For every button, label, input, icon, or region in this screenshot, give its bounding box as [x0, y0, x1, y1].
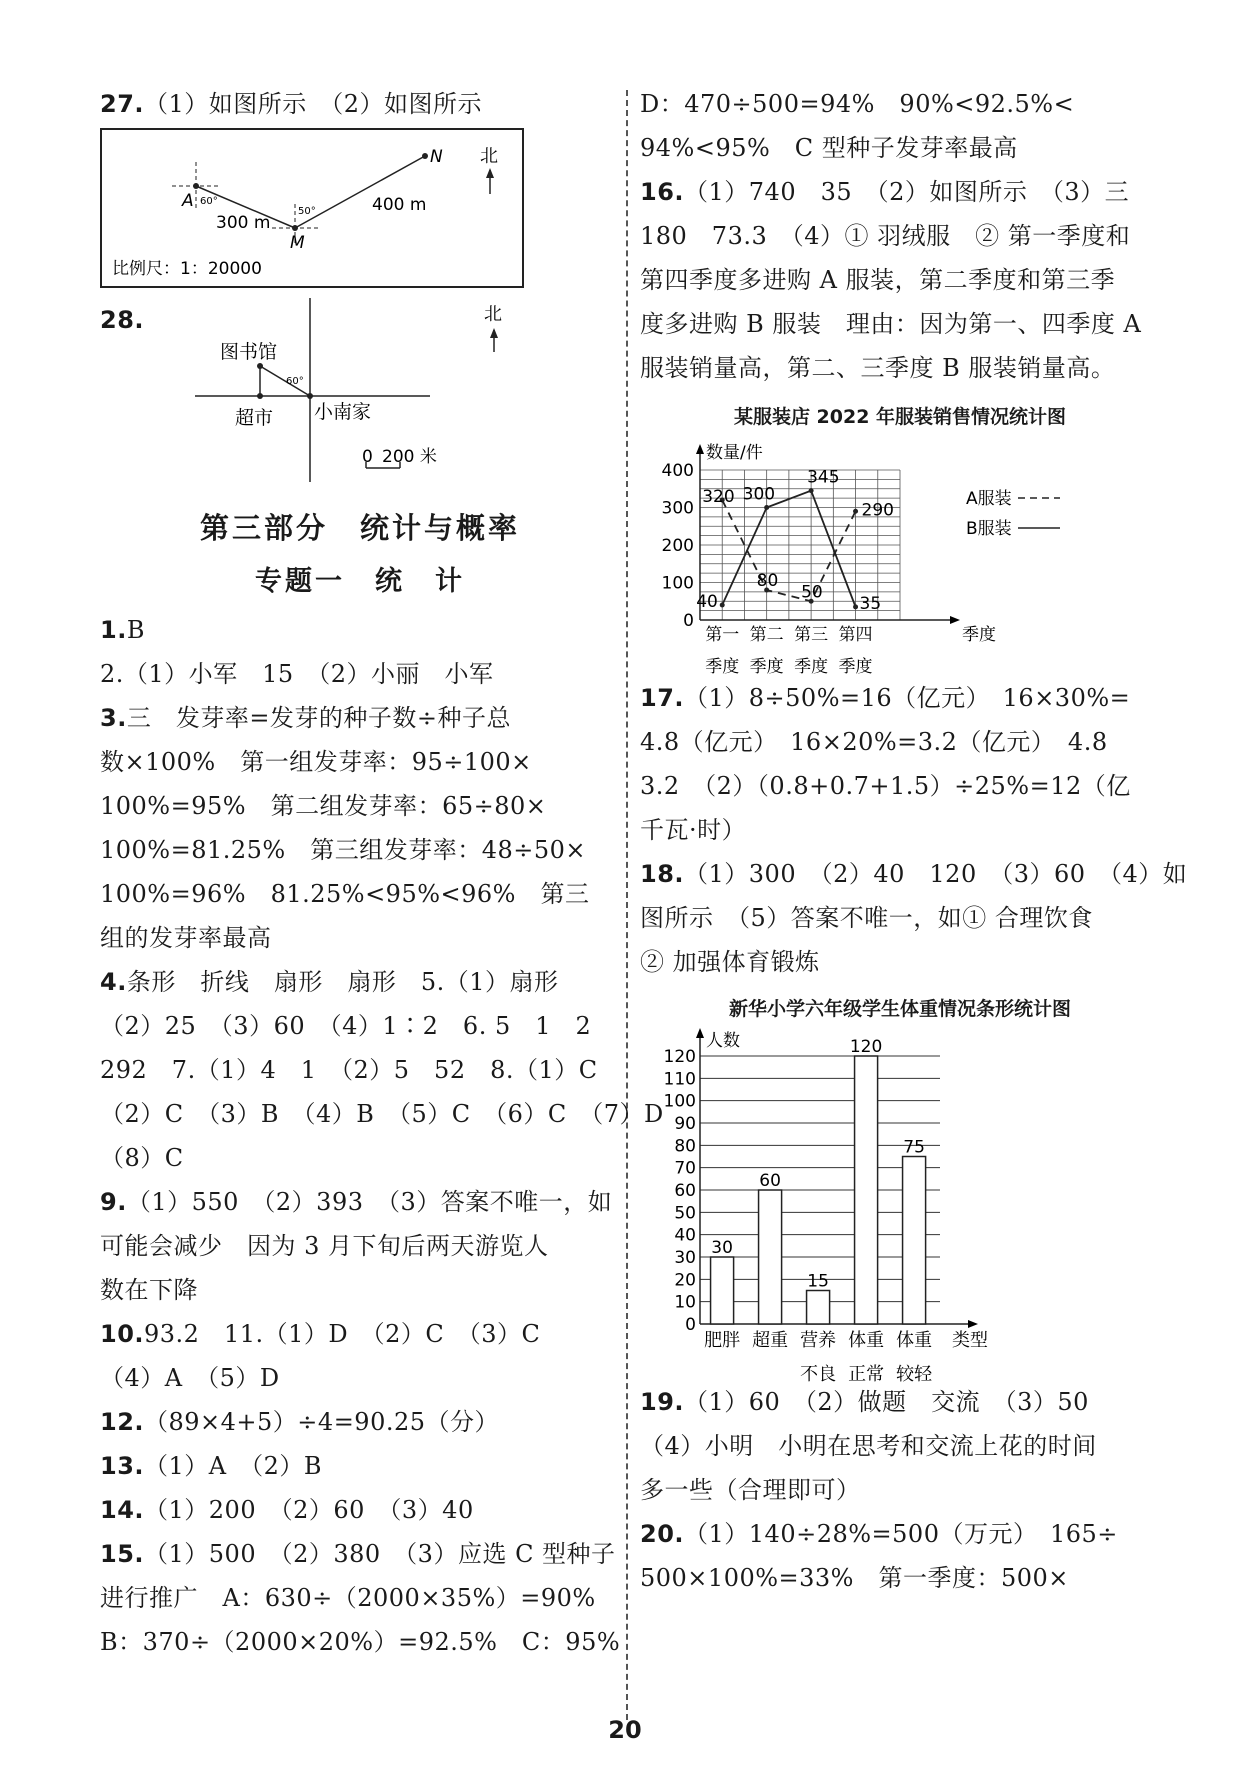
answer-line [100, 1356, 620, 1400]
answer-line [100, 1180, 620, 1224]
y-tick-label: 110 [663, 1069, 696, 1090]
answer-text: 千瓦·时） [640, 816, 747, 844]
map28-scale-text: 200 米 [382, 447, 437, 467]
question-number: 17. [640, 684, 685, 712]
y-tick-label: 100 [661, 573, 694, 594]
map28-scale-zero: 0 [362, 447, 373, 467]
answer-text: （4）小明 小明在思考和交流上花的时间 [640, 1432, 1097, 1460]
map27-north: 北 [480, 146, 498, 167]
map28-angle: 60° [286, 376, 304, 387]
answer-text: （1）8÷50%=16（亿元） 16×30%= [684, 684, 1131, 712]
answer-text: 数×100% 第一组发芽率：95÷100× [100, 748, 532, 776]
data-label: 345 [807, 467, 840, 488]
y-tick-label: 300 [661, 498, 694, 519]
data-point [809, 488, 814, 493]
answer-line [100, 1576, 620, 1620]
x-tick-label: 超重 [752, 1330, 789, 1351]
bar [807, 1291, 830, 1325]
x-tick-label: 季度 [705, 657, 740, 677]
y-tick-label: 10 [674, 1292, 696, 1313]
x-tick-group [839, 625, 873, 677]
answer-text: 条形 折线 扇形 扇形 5.（1）扇形 [126, 968, 559, 996]
answer-text: （1）200 （2）60 （3）40 [144, 1496, 474, 1524]
data-label: 75 [903, 1137, 925, 1158]
bar [759, 1190, 782, 1324]
answer-line [640, 676, 1160, 720]
data-label: 120 [849, 1037, 883, 1057]
part-title: 第三部分 统计与概率 [199, 511, 520, 545]
data-label: 290 [861, 500, 895, 521]
answer-text: （1）A （2）B [144, 1452, 323, 1480]
answer-text: （1）140÷28%=500（万元） 165÷ [684, 1520, 1118, 1548]
q28-number: 28. [100, 306, 145, 334]
answer-text: 进行推广 A：630÷（2000×35%）=90% [100, 1584, 596, 1612]
question-number: 9. [100, 1188, 127, 1216]
answer-text: （2）C （3）B （4）B （5）C （6）C （7）D [100, 1100, 664, 1128]
answer-line [640, 170, 1160, 214]
data-point [720, 603, 725, 608]
question-number: 15. [100, 1540, 145, 1568]
answer-text: （1）60 （2）做题 交流 （3）50 [684, 1388, 1089, 1416]
answers-15-16 [640, 82, 1160, 390]
answer-line [100, 1444, 620, 1488]
answer-line [100, 740, 620, 784]
answer-text: 度多进购 B 服装 理由：因为第一、四季度 A [640, 310, 1142, 338]
y-tick-label: 400 [661, 461, 694, 481]
x-tick-label: 体重 [896, 1330, 933, 1351]
data-point [853, 604, 858, 609]
data-label: 60 [759, 1171, 781, 1191]
x-tick-label: 正常 [848, 1364, 885, 1385]
map-28-diagram [100, 298, 600, 488]
answer-text: 100%=95% 第二组发芽率：65÷80× [100, 792, 547, 820]
x-tick-group [705, 625, 739, 677]
bar-chart [640, 1026, 1060, 1385]
question-number: 14. [100, 1496, 145, 1524]
map27-label-n: N [430, 147, 443, 167]
column-divider [626, 90, 628, 1720]
answer-line [100, 696, 620, 740]
map28-home: 小南家 [314, 401, 372, 423]
x-tick-label: 体重 [848, 1330, 885, 1351]
legend-label: B服装 [966, 519, 1012, 539]
x-tick-label: 较轻 [896, 1364, 933, 1385]
answer-text: 100%=96% 81.25%<95%<96% 第三 [100, 880, 590, 908]
answer-line [100, 784, 620, 828]
answer-line [100, 1092, 664, 1136]
answer-line [100, 608, 620, 652]
answer-text: （1）550 （2）393 （3）答案不唯一，如 [126, 1188, 613, 1216]
x-tick-label: 季度 [838, 657, 873, 677]
question-number: 12. [100, 1408, 145, 1436]
x-tick-label: 季度 [794, 657, 829, 677]
data-label: 30 [711, 1238, 733, 1258]
x-tick-group [794, 625, 828, 677]
y-axis-label: 数量/件 [706, 443, 763, 463]
answer-text: 组的发芽率最高 [100, 924, 272, 952]
x-tick-label: 第三 [794, 625, 829, 645]
question-number: 18. [640, 860, 685, 888]
answer-line [640, 1556, 1160, 1600]
x-tick-label: 第一 [705, 625, 740, 645]
map27-dist-mn: 400 m [372, 195, 427, 215]
y-tick-label: 0 [683, 611, 694, 631]
answer-text: 93.2 11.（1）D （2）C （3）C [144, 1320, 541, 1348]
answer-text: （89×4+5）÷4=90.25（分） [144, 1408, 500, 1436]
bar-chart-title: 新华小学六年级学生体重情况条形统计图 [728, 998, 1071, 1020]
question-number: 4. [100, 968, 127, 996]
question-number: 13. [100, 1452, 145, 1480]
data-label: 35 [859, 593, 882, 614]
answer-text: 可能会减少 因为 3 月下旬后两天游览人 [100, 1232, 549, 1260]
answer-text: 三 发芽率=发芽的种子数÷种子总 [126, 704, 512, 732]
answer-line [640, 126, 1160, 170]
answer-line [100, 1400, 620, 1444]
answer-line [100, 916, 620, 960]
map-27-figure [100, 128, 524, 288]
answer-line [100, 1004, 620, 1048]
answer-text: ② 加强体育锻炼 [640, 948, 820, 976]
map28-library: 图书馆 [220, 341, 278, 363]
bar [855, 1056, 878, 1324]
answer-line [100, 960, 620, 1004]
map27-dist-am: 300 m [216, 213, 271, 233]
data-label: 15 [807, 1271, 829, 1292]
answer-text: B：370÷（2000×20%）=92.5% C：95% [100, 1628, 621, 1656]
answer-line [640, 302, 1160, 346]
bar [711, 1257, 734, 1324]
answer-text: 180 73.3 （4）① 羽绒服 ② 第一季度和 [640, 222, 1131, 250]
map27-angle-m: 50° [298, 206, 316, 217]
answer-line [640, 896, 1160, 940]
answer-line [100, 82, 620, 126]
y-tick-label: 40 [674, 1225, 696, 1246]
y-tick-label: 200 [661, 536, 694, 556]
answer-line [100, 1532, 620, 1576]
map27-scale: 比例尺：1：20000 [112, 259, 262, 279]
answer-text: 500×100%=33% 第一季度：500× [640, 1564, 1069, 1592]
x-axis-label: 季度 [962, 625, 996, 645]
data-label: 40 [696, 592, 718, 612]
answers-17-18 [640, 676, 1188, 984]
answer-line [640, 346, 1160, 390]
answer-text: （1）740 35 （2）如图所示 （3）三 [684, 178, 1130, 206]
answer-line [640, 808, 1160, 852]
answer-text: 2.（1）小军 15 （2）小丽 小军 [100, 660, 494, 688]
data-point [853, 509, 858, 514]
answer-line [100, 652, 620, 696]
answer-text: 第四季度多进购 A 服装，第二季度和第三季 [640, 266, 1116, 294]
answer-text: （2）25 （3）60 （4）1∶2 6. 5 1 2 [100, 1012, 592, 1040]
y-axis-label: 人数 [706, 1031, 740, 1051]
answer-line [640, 1468, 1160, 1512]
right-column [640, 82, 1188, 1600]
y-tick-label: 70 [674, 1158, 696, 1179]
y-tick-label: 50 [674, 1203, 696, 1224]
answer-line [640, 1424, 1160, 1468]
answers-19-20 [640, 1380, 1160, 1600]
y-tick-label: 60 [674, 1181, 696, 1201]
y-tick-label: 30 [674, 1248, 696, 1268]
answer-line [100, 1620, 620, 1664]
answer-text: 4.8（亿元） 16×20%=3.2（亿元） 4.8 [640, 728, 1108, 756]
x-tick-label: 第四 [838, 625, 873, 645]
answer-line [100, 1268, 620, 1312]
answer-line [640, 82, 1160, 126]
question-number: 27. [100, 90, 145, 118]
answer-line [640, 940, 1160, 984]
y-tick-label: 0 [685, 1315, 696, 1335]
question-number: 19. [640, 1388, 685, 1416]
y-tick-label: 100 [663, 1091, 696, 1112]
x-tick-label: 肥胖 [704, 1330, 741, 1351]
data-point [764, 505, 769, 510]
question-number: 20. [640, 1520, 685, 1548]
answer-line [100, 1136, 620, 1180]
answer-line [100, 1312, 620, 1356]
answer-line [100, 872, 620, 916]
map-27-diagram [100, 128, 524, 288]
bar [903, 1157, 926, 1325]
x-axis-label: 类型 [952, 1330, 988, 1351]
question-number: 16. [640, 178, 685, 206]
page-number: 20 [608, 1716, 642, 1744]
y-tick-label: 20 [674, 1270, 696, 1291]
data-label: 300 [742, 484, 776, 505]
topic-title: 专题一 统 计 [255, 566, 465, 597]
answer-line [640, 214, 1160, 258]
map-28-figure [100, 298, 600, 488]
answer-line [640, 1380, 1160, 1424]
data-label: 320 [702, 487, 735, 507]
answer-line [100, 828, 620, 872]
question-number: 1. [100, 616, 127, 644]
answer-text: 多一些（合理即可） [640, 1476, 861, 1504]
answers-27 [100, 82, 620, 126]
answer-text: 数在下降 [100, 1276, 198, 1304]
answer-line [100, 1048, 620, 1092]
answer-text: B [126, 616, 170, 644]
y-tick-label: 120 [663, 1047, 696, 1067]
answer-line [100, 1488, 620, 1532]
data-label: 50 [801, 582, 823, 603]
answer-line [640, 258, 1160, 302]
map27-label-a: A [182, 191, 194, 211]
answer-text: 94%<95% C 型种子发芽率最高 [640, 134, 1018, 162]
answer-text: D：470÷500=94% 90%<92.5%< [640, 90, 1075, 118]
answer-text: （1）300 （2）40 120 （3）60 （4）如 [684, 860, 1188, 888]
answer-text: （1）如图所示 （2）如图所示 [144, 90, 483, 118]
line-chart-title: 某服装店 2022 年服装销售情况统计图 [733, 406, 1067, 428]
answer-line [640, 1512, 1160, 1556]
answer-text: （1）500 （2）380 （3）应选 C 型种子 [144, 1540, 616, 1568]
answer-text: （8）C [100, 1144, 184, 1172]
answer-text: 100%=81.25% 第三组发芽率：48÷50× [100, 836, 587, 864]
y-tick-label: 80 [674, 1136, 696, 1157]
question-number: 3. [100, 704, 127, 732]
answer-line [640, 852, 1188, 896]
x-tick-label: 不良 [800, 1364, 837, 1385]
x-tick-label: 第二 [749, 625, 784, 645]
answer-text: 图所示 （5）答案不唯一，如① 合理饮食 [640, 904, 1093, 932]
legend-label: A服装 [966, 489, 1012, 509]
answer-text: 服装销量高，第二、三季度 B 服装销量高。 [640, 354, 1116, 382]
map28-north: 北 [484, 304, 502, 325]
answer-text: （4）A （5）D [100, 1364, 280, 1392]
x-tick-label: 季度 [749, 657, 784, 677]
map27-angle-a: 60° [200, 196, 218, 207]
y-tick-label: 90 [674, 1114, 696, 1134]
answer-line [640, 764, 1160, 808]
data-label: 80 [756, 571, 779, 591]
answer-text: 292 7.（1）4 1 （2）5 52 8.（1）C [100, 1056, 598, 1084]
answer-line [100, 1224, 620, 1268]
line-chart [640, 434, 1060, 677]
x-tick-group [750, 625, 784, 677]
map28-supermarket: 超市 [235, 407, 274, 429]
answer-text: 3.2 （2）（0.8+0.7+1.5）÷25%=12（亿 [640, 772, 1131, 800]
map27-label-m: M [290, 233, 305, 253]
question-number: 10. [100, 1320, 145, 1348]
x-tick-label: 营养 [800, 1330, 837, 1351]
answer-line [640, 720, 1160, 764]
